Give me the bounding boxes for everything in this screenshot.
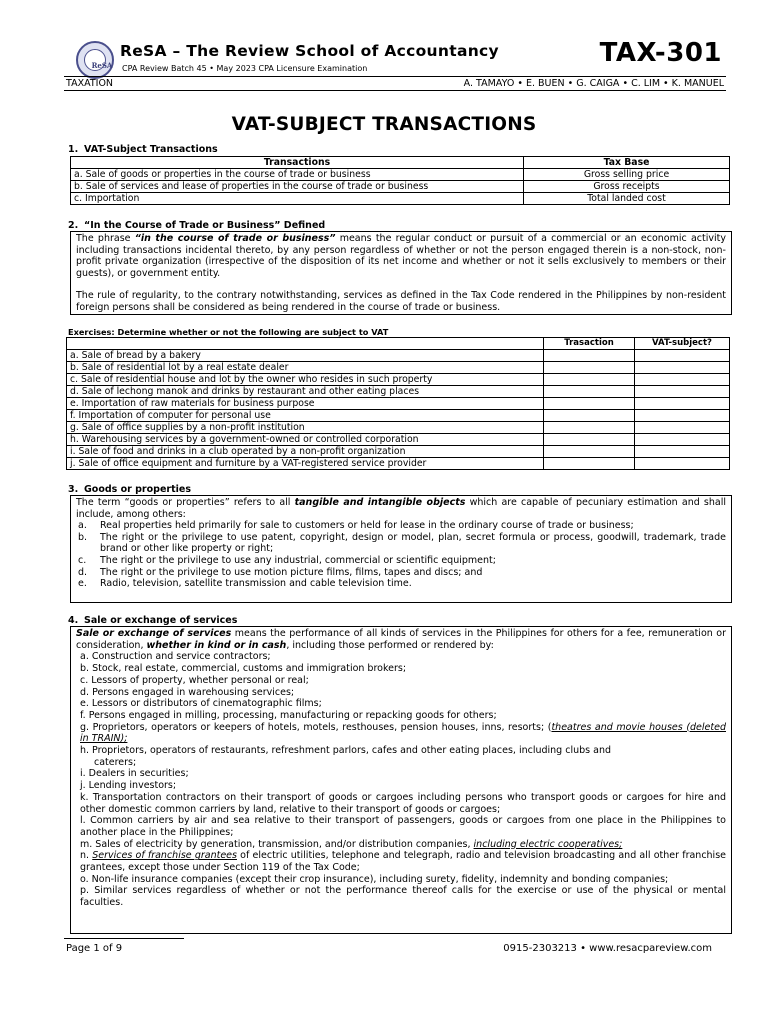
tax-base-cell: Gross receipts: [524, 181, 730, 193]
list-item: c. The right or the privilege to use any industrial, commercial or scientific equipment;: [78, 554, 496, 566]
vat-subject-answer-cell[interactable]: [635, 446, 730, 458]
regularity-paragraph: The rule of regularity, to the contrary notwithstanding, services as defined in the Tax Code rendered in the Philippines by non-resident foreign persons shall be considered as being rendered in the course of trade or business.: [76, 290, 726, 313]
goods-properties-box: [70, 495, 732, 603]
transaction-cell: c. Importation: [71, 193, 524, 205]
tax-base-cell: Gross selling price: [524, 169, 730, 181]
column-header: VAT-subject?: [635, 338, 730, 350]
exercise-item: g. Sale of office supplies by a non-profit institution: [67, 422, 544, 434]
list-item: l. Common carriers by air and sea relative to their transport of passengers, goods or cargoes from one place in the Philippines to another place in the Philippines;: [80, 815, 726, 838]
section-3-heading: 3. Goods or properties: [68, 484, 191, 495]
list-item: j. Lending investors;: [80, 780, 177, 792]
vat-subject-answer-cell[interactable]: [635, 434, 730, 446]
exercise-item: c. Sale of residential house and lot by the owner who resides in such property: [67, 374, 544, 386]
transaction-answer-cell[interactable]: [544, 350, 635, 362]
exercises-heading: Exercises: Determine whether or not the following are subject to VAT: [68, 327, 389, 337]
resa-logo: [76, 41, 114, 79]
table-row: [71, 193, 730, 205]
vat-subject-answer-cell[interactable]: [635, 422, 730, 434]
contact-info: 0915-2303213 • www.resacpareview.com: [503, 943, 712, 954]
column-header: Tax Base: [524, 157, 730, 169]
list-item: i. Dealers in securities;: [80, 768, 189, 780]
transaction-answer-cell[interactable]: [544, 398, 635, 410]
vat-subject-answer-cell[interactable]: [635, 374, 730, 386]
tax-base-cell: Total landed cost: [524, 193, 730, 205]
subheader-divider: [64, 90, 726, 91]
transaction-answer-cell[interactable]: [544, 446, 635, 458]
column-header: Transactions: [71, 157, 524, 169]
logo-text: ReSA: [91, 61, 113, 70]
list-item: o. Non-life insurance companies (except their crop insurance), including surety, fidelity, indemnity and bonding companies;: [80, 873, 669, 885]
table-row: [67, 398, 730, 410]
transaction-answer-cell[interactable]: [544, 422, 635, 434]
transaction-cell: a. Sale of goods or properties in the course of trade or business: [71, 169, 524, 181]
list-item: c. Lessors of property, whether personal or real;: [80, 674, 309, 686]
batch-line: CPA Review Batch 45 • May 2023 CPA Licensure Examination: [122, 64, 368, 73]
list-item: a. Real properties held primarily for sale to customers or held for lease in the ordinary course of trade or business;: [78, 520, 634, 532]
vat-subject-answer-cell[interactable]: [635, 410, 730, 422]
list-item: n. Services of franchise grantees of electric utilities, telephone and telegraph, radio and television broadcasting and all other franchise grantees, except those under Section 119 of the Tax Code;: [80, 850, 726, 874]
table-row: [67, 410, 730, 422]
transaction-answer-cell[interactable]: [544, 362, 635, 374]
transaction-answer-cell[interactable]: [544, 458, 635, 470]
footer-divider: [64, 938, 184, 939]
services-intro: Sale or exchange of services means the performance of all kinds of services in the Philippines for others for a fee, remuneration or consideration, whether in kind or in cash, including those performed or rendered by:: [76, 628, 726, 651]
header-divider: [64, 76, 726, 77]
list-item: e. Lessors or distributors of cinematographic films;: [80, 698, 322, 710]
vat-subject-answer-cell[interactable]: [635, 458, 730, 470]
vat-subject-answer-cell[interactable]: [635, 362, 730, 374]
franchise-grantees-note: Services of franchise grantees: [92, 850, 237, 862]
vat-subject-answer-cell[interactable]: [635, 398, 730, 410]
electric-cooperatives-note: including electric cooperatives;: [473, 838, 623, 850]
exercise-item: i. Sale of food and drinks in a club operated by a non-profit organization: [67, 446, 544, 458]
table-row: [67, 350, 730, 362]
column-header: [67, 338, 544, 350]
table-header-row: [71, 157, 730, 169]
authors-line: A. TAMAYO • E. BUEN • G. CAIGA • C. LIM • K. MANUEL: [463, 78, 724, 89]
table-row: [67, 458, 730, 470]
table-row: [67, 446, 730, 458]
list-item: h. Proprietors, operators of restaurants, refreshment parlors, cafes and other eating places, including clubs and caterers;: [80, 745, 611, 768]
table-row: [71, 181, 730, 193]
exercises-table: [66, 337, 730, 470]
list-item: b. Stock, real estate, commercial, customs and immigration brokers;: [80, 663, 407, 675]
table-row: [67, 374, 730, 386]
school-name: ReSA – The Review School of Accountancy: [120, 42, 499, 60]
list-item: d. Persons engaged in warehousing services;: [80, 686, 295, 698]
column-header: Trasaction: [544, 338, 635, 350]
page-number: Page 1 of 9: [66, 943, 123, 954]
section-2-heading: 2. “In the Course of Trade or Business” Defined: [68, 220, 326, 231]
list-item: g. Proprietors, operators or keepers of hotels, motels, resthouses, pension houses, inns, resorts; (theatres and movie houses (deleted in TRAIN);: [80, 721, 726, 745]
exercise-item: a. Sale of bread by a bakery: [67, 350, 544, 362]
table-row: [67, 362, 730, 374]
list-item: b. The right or the privilege to use patent, copyright, design or model, plan, secret formula or process, goodwill, trademark, trade brand or other like property or right;: [78, 531, 726, 555]
section-1-heading: 1. VAT-Subject Transactions: [68, 144, 218, 155]
list-item: p. Similar services regardless of whether or not the performance thereof calls for the exercise or use of the physical or mental faculties.: [80, 885, 726, 909]
exercise-item: e. Importation of raw materials for business purpose: [67, 398, 544, 410]
table-row: [67, 434, 730, 446]
list-item: e. Radio, television, satellite transmission and cable television time.: [78, 578, 412, 590]
list-item: a. Construction and service contractors;: [80, 651, 271, 663]
list-item: m. Sales of electricity by generation, transmission, and/or distribution companies, including electric cooperatives;: [80, 838, 623, 850]
deleted-in-train-note: theatres and movie houses (deleted in TRAIN);: [80, 721, 726, 745]
table-row: [67, 386, 730, 398]
subject-label: TAXATION: [66, 78, 114, 89]
exercise-item: b. Sale of residential lot by a real estate dealer: [67, 362, 544, 374]
vat-subject-answer-cell[interactable]: [635, 386, 730, 398]
goods-intro: The term “goods or properties” refers to all tangible and intangible objects which are capable of pecuniary estimation and shall include, among others:: [76, 497, 726, 520]
table-header-row: [67, 338, 730, 350]
trade-business-definition-box: [70, 231, 732, 315]
table-row: [67, 422, 730, 434]
list-item: f. Persons engaged in milling, processing, manufacturing or repacking goods for others;: [80, 709, 497, 721]
exercise-item: h. Warehousing services by a government-owned or controlled corporation: [67, 434, 544, 446]
course-code: TAX-301: [599, 38, 722, 68]
transaction-answer-cell[interactable]: [544, 386, 635, 398]
table-row: [71, 169, 730, 181]
transaction-answer-cell[interactable]: [544, 434, 635, 446]
services-box: [70, 626, 732, 934]
transaction-cell: b. Sale of services and lease of properties in the course of trade or business: [71, 181, 524, 193]
section-4-heading: 4. Sale or exchange of services: [68, 615, 238, 626]
exercise-item: j. Sale of office equipment and furniture by a VAT-registered service provider: [67, 458, 544, 470]
definition-paragraph: The phrase “in the course of trade or business” means the regular conduct or pursuit of a commercial or an economic activity including transactions incidental thereto, by any person regardless of whether or not the person engaged therein is a non-stock, non-profit private organization (irrespective of the disposition of its net income and whether or not it sells exclusively to members or their guests), or government entity.: [76, 233, 727, 279]
list-item: d. The right or the privilege to use motion picture films, films, tapes and discs; and: [78, 566, 483, 578]
transaction-answer-cell[interactable]: [544, 410, 635, 422]
exercise-item: f. Importation of computer for personal use: [67, 410, 544, 422]
page-title: VAT-SUBJECT TRANSACTIONS: [231, 114, 537, 135]
exercise-item: d. Sale of lechong manok and drinks by restaurant and other eating places: [67, 386, 544, 398]
logo-seal-ring: [84, 49, 113, 71]
list-item: k. Transportation contractors on their transport of goods or cargoes including persons who transport goods or cargoes for hire and other domestic common carriers by land, relative to their transport of goods or cargoes;: [80, 791, 726, 815]
vat-transactions-table: [70, 156, 730, 205]
vat-subject-answer-cell[interactable]: [635, 350, 730, 362]
transaction-answer-cell[interactable]: [544, 374, 635, 386]
